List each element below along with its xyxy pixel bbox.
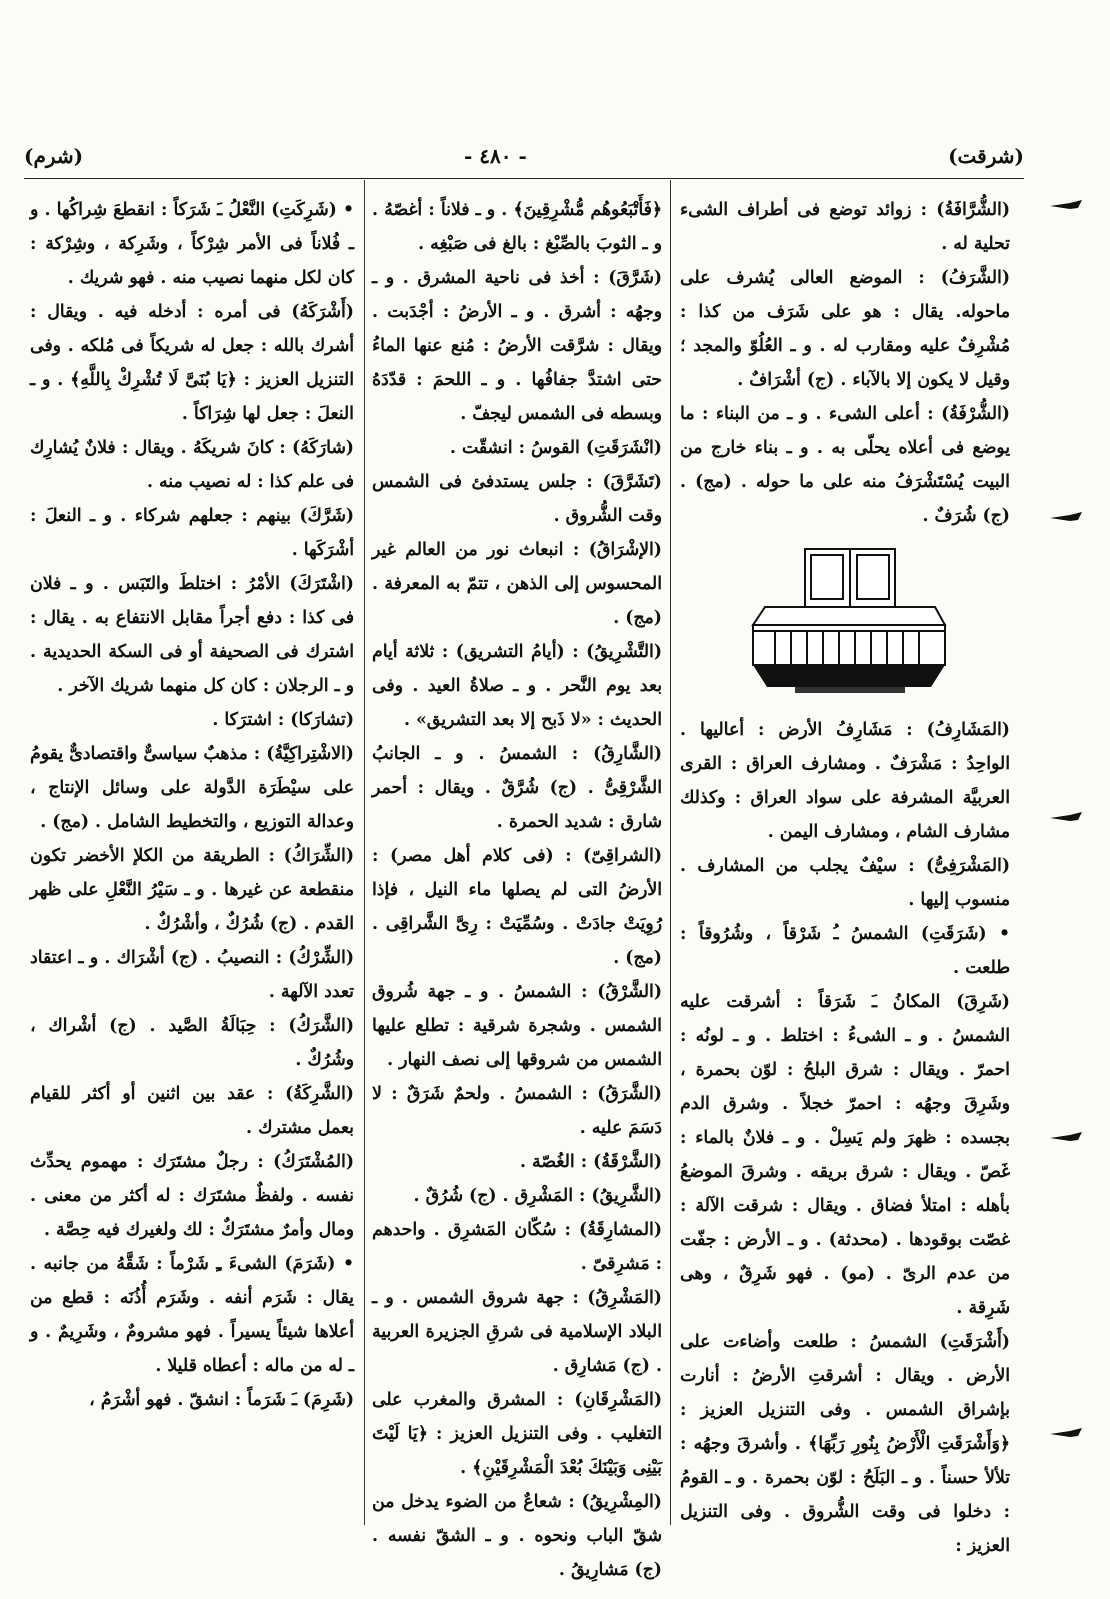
margin-mark xyxy=(1050,512,1082,524)
entry: (شَرَّكَ) بينهم : جعلهم شركاء . و ـ النعلَ : أشْرَكَها . xyxy=(30,506,354,560)
entry: (الاشْتِراكِيَّةُ) : مذهبٌ سياسىٌّ واقتصادىٌّ يقومُ على سيْطَرَة الدَّولة على وسائل الإنتاج ، وعدالة التوزيع ، والتخطيط الشامل . (مج) . xyxy=(30,744,354,832)
entry: (الإشْرَاقُ) : انبعاث نور من العالم غير المحسوس إلى الذهن ، تتمّ به المعرفة . (مج) . xyxy=(372,540,662,628)
column-divider-left xyxy=(364,180,365,1525)
margin-mark xyxy=(1050,1428,1082,1440)
entry: (الشَّارِقُ) : الشمسُ . و ـ الجانبُ الشَّرْقِىُّ . (ج) شُرَّقٌ . ويقال : أحمر شارق : شديد الحمرة . xyxy=(372,744,662,832)
entry: (تشارَكا) : اشترَكا . xyxy=(212,710,354,730)
entry: ﴿فَأَتْبَعُوهُم مُّشْرِقِينَ﴾ . و ـ فلاناً : أغصّهُ . و ـ الثوبَ بالصِّبْغ : بالغ فى صَبْغِه . xyxy=(372,200,662,254)
entry: • (شَرَقَتِ) الشمسُ ـُ شَرْقاً ، وشُرُوقاً : طلعت . xyxy=(680,924,1010,978)
right-guide-word: (شرقت) xyxy=(948,144,1024,168)
entry: (شَرِمَ) ـَ شَرَماً : انشقّ . فهو أشْرَمُ ، xyxy=(89,1390,354,1410)
entry: (الشُّرْفَةُ) : أعلى الشىء . و ـ من البناء : ما يوضع فى أعلاه يحلّى به . و ـ بناء خارج من البيت يُسْتَشْرَفُ منه على ما حوله . (مج) . (ج) شُرَفٌ . xyxy=(680,404,1010,526)
entry: (المَشْرِقُ) : جهة شروق الشمس . و ـ البلاد الإسلامية فى شرقِ الجزيرة العربية . (ج) مَشارِق . xyxy=(372,1288,662,1376)
entry: • (شَرِكَتِ) النَّعْلُ ـَ شَرَكاً : انقطعَ شِراكُها . و ـ فُلاناً فى الأمر شِرْكاً ، وشَرِكة ، وشِرْكة : كان لكل منهما نصيب منه . فهو شريك . xyxy=(30,200,354,288)
entry: (الشراقِىّ) : (فى كلام أهل مصر) : الأرضُ التى لم يصلها ماء النيل ، فإذا رُوِيَتْ جادَتْ . وسُمِّيَتْ : رِىَّ الشَّراقِى . (مج) . xyxy=(372,846,662,968)
entry: (المُشْتَرَكُ) : رجلٌ مشتَرَك : مهموم يحدِّث نفسه . ولفظٌ مشتَرَك : له أكثر من معنى . ومال وأمرٌ مشتَرَكٌ : لك ولغيرك فيه حِصَّة . xyxy=(30,1152,354,1240)
entry: (الشَّرْقُ) : الشمسُ . و ـ جهة شُروق الشمس . وشجرة شرقية : تطلع عليها الشمس من شروقها إلى نصف النهار . xyxy=(372,982,662,1070)
header-rule xyxy=(24,178,1024,179)
entry: (المَشَارِفُ) : مَشَارِفُ الأرض : أعاليها . الواحِدُ : مَشْرَفٌ . ومشارف العراق : القرى العربيَّة المشرفة على سواد العراق : وكذلك مشارف الشام ، ومشارف اليمن . xyxy=(680,720,1010,842)
entry: (المَشْرِقَانِ) : المشرق والمغرب على التغليب . وفى التنزيل العزيز : ﴿يَا لَيْتَ بَيْنِى وَبَيْنَكَ بُعْدَ الْمَشْرِقَيْنِ﴾ . xyxy=(372,1390,662,1478)
balcony-illustration xyxy=(735,541,955,701)
entry: (اشْتَرَكَ) الأمْرُ : اختلطَ والتَبَس . و ـ فلان فى كذا : دفع أجراً مقابل الانتفاع به . يقال : اشترك فى الصحيفة أو فى السكة الحديدية . و ـ الرجلان : كان كل منهما شريك الآخر . xyxy=(30,574,354,696)
left-guide-word: (شرم) xyxy=(24,144,84,168)
entry: (شَرَّقَ) : أخذ فى ناحية المشرق . و ـ وجهُه : أشرق . و ـ الأرضُ : أجْدَبت . ويقال : شرَّقت الأرضُ : مُنع عنها الماءُ حتى اشتدَّ جفافُها . و ـ اللحمَ : قدّدَهُ وبسطه فى الشمس ليجفّ . xyxy=(372,268,662,424)
entry: (الشَّرَكُ) : حِبَالَةُ الصَّيد . (ج) أشْراك ، وشُرُكٌ . xyxy=(30,1016,354,1070)
entry: (الشَّرْقَةُ) : الغُصّة . xyxy=(520,1152,662,1172)
entry: (المِشْرِيقُ) : شعاعٌ من الضوء يدخل من شقّ الباب ونحوه . و ـ الشقّ نفسه . (ج) مَشارِيقُ . xyxy=(372,1492,662,1580)
margin-mark xyxy=(1050,200,1082,212)
entry: (الشَّرَقُ) : الشمسُ . ولحمٌ شَرَقٌ : لا دَسَمَ عليه . xyxy=(372,1084,662,1138)
margin-mark xyxy=(1050,812,1082,824)
entry: (الشِّرْكُ) : النصيبُ . (ج) أشْرَاك . و ـ اعتقاد تعدد الآلهة . xyxy=(30,948,354,1002)
entry: (التَّشْرِيقُ) : (أيامُ التشريق) : ثلاثة أيام بعد يوم النَّحر . و ـ صلاةُ العيد . وفى الحديث : «لا ذَبح إلا بعد التشريق» . xyxy=(372,642,662,730)
entry: (أَشْرَقَتِ) الشمسُ : طلعت وأضاءت على الأرض . ويقال : أشرقتِ الأرضُ : أنارت بإشراق الشمس . وفى التنزيل العزيز : ﴿وَأَشْرَقَتِ الْأَرْضُ بِنُورِ رَبِّهَا﴾ . وأشرقَ وجهُه : تلألأ حسناً . و ـ البَلَحُ : لوّن بحمرة . و ـ القومُ : دخلوا فى وقت الشُّروق . وفى التنزيل العزيز : xyxy=(680,1332,1010,1556)
entry: (الشُّرَّافَةُ) : زوائد توضع فى أطراف الشىء تحلية له . xyxy=(680,200,1010,254)
page-number: - ٤٨٠ - xyxy=(464,144,527,168)
entry: (الشَّرِكَةُ) : عقد بين اثنين أو أكثر للقيام بعمل مشترك . xyxy=(30,1084,354,1138)
entry: (المَشْرَفِىُّ) : سيْفٌ يجلب من المشارف . منسوب إليها . xyxy=(680,856,1010,910)
entry: (انْشَرَقَتِ) القوسُ : انشقّت . xyxy=(449,438,662,458)
column-right xyxy=(680,193,1010,1563)
entry: (شارَكَهُ) : كانَ شريكَهُ . ويقال : فلانٌ يُشارِك فى علم كذا : له نصيب منه . xyxy=(30,438,354,492)
entry: (الشَّرِيقُ) : المَشْرِق . (ج) شُرُقٌ . xyxy=(413,1186,662,1206)
page-header xyxy=(24,136,1024,178)
entry: (أَشْرَكَهُ) فى أمره : أدخله فيه . ويقال : أشرك بالله : جعل له شريكاً فى مُلكه . وفى التنزيل العزيز : ﴿يَا بُنَىَّ لَا تُشْرِكْ بِاللَّهِ﴾ . و ـ النعلَ : جعل لها شِرَاكاً . xyxy=(30,302,354,424)
entry: (الشَّرَفُ) : الموضع العالى يُشرف على ماحوله. يقال : هو على شَرَف من كذا : مُشْرِفٌ عليه ومقارب له . و ـ العُلُوّ والمجد ؛ وقيل لا يكون إلا بالآباء . (ج) أشْرَافٌ . xyxy=(680,268,1010,390)
margin-mark xyxy=(1050,1132,1082,1144)
entry: (شَرِقَ) المكانُ ـَ شَرَقاً : أشرقت عليه الشمسُ . و ـ الشىءُ : اختلط . و ـ لونُه : احمرّ . ويقال : شرق البلحُ : لوّن بحمرة ، وشَرِقَ وجهُه : احمرّ خجلاً . وشرق الدم بجسده : ظهرَ ولم يَسِلْ . و ـ فلانٌ بالماء : غَصّ . ويقال : شرق بريقه . وشرقَ الموضعُ بأهله : امتلأ فضاق . ويقال : شرقت الآلة : غصّت بوقودها . (محدثة) . و ـ الأرض : جفّت من عدم الرىّ . (مو) . فهو شَرِقٌ ، وهى شَرِقة . xyxy=(680,992,1010,1318)
column-divider-right xyxy=(670,180,671,1525)
entry: (تَشَرَّقَ) : جلس يستدفئ فى الشمس وقت الشُّروق . xyxy=(372,472,662,526)
column-left xyxy=(30,193,354,1417)
entry: (المشارِقَةُ) : سُكّان المَشرِق . واحدهم : مَشرِقىّ . xyxy=(372,1220,662,1274)
column-middle xyxy=(372,193,662,1587)
entry: • (شَرَمَ) الشىءَ ـِ شَرْماً : شَقَّهُ من جانبه . يقال : شَرَم أنفه . وشَرَم أُذُنَه : قطع من أعلاها شيئاً يسيراً . فهو مشرومٌ ، وشَرِيمٌ . و ـ له من ماله : أعطاه قليلا . xyxy=(30,1254,354,1376)
entry: (الشِّرَاكُ) : الطريقة من الكلإ الأخضر تكون منقطعة عن غيرها . و ـ سَيْرُ النَّعْلِ على ظهر القدم . (ج) شُرُكٌ ، وأشْرُكٌ . xyxy=(30,846,354,934)
